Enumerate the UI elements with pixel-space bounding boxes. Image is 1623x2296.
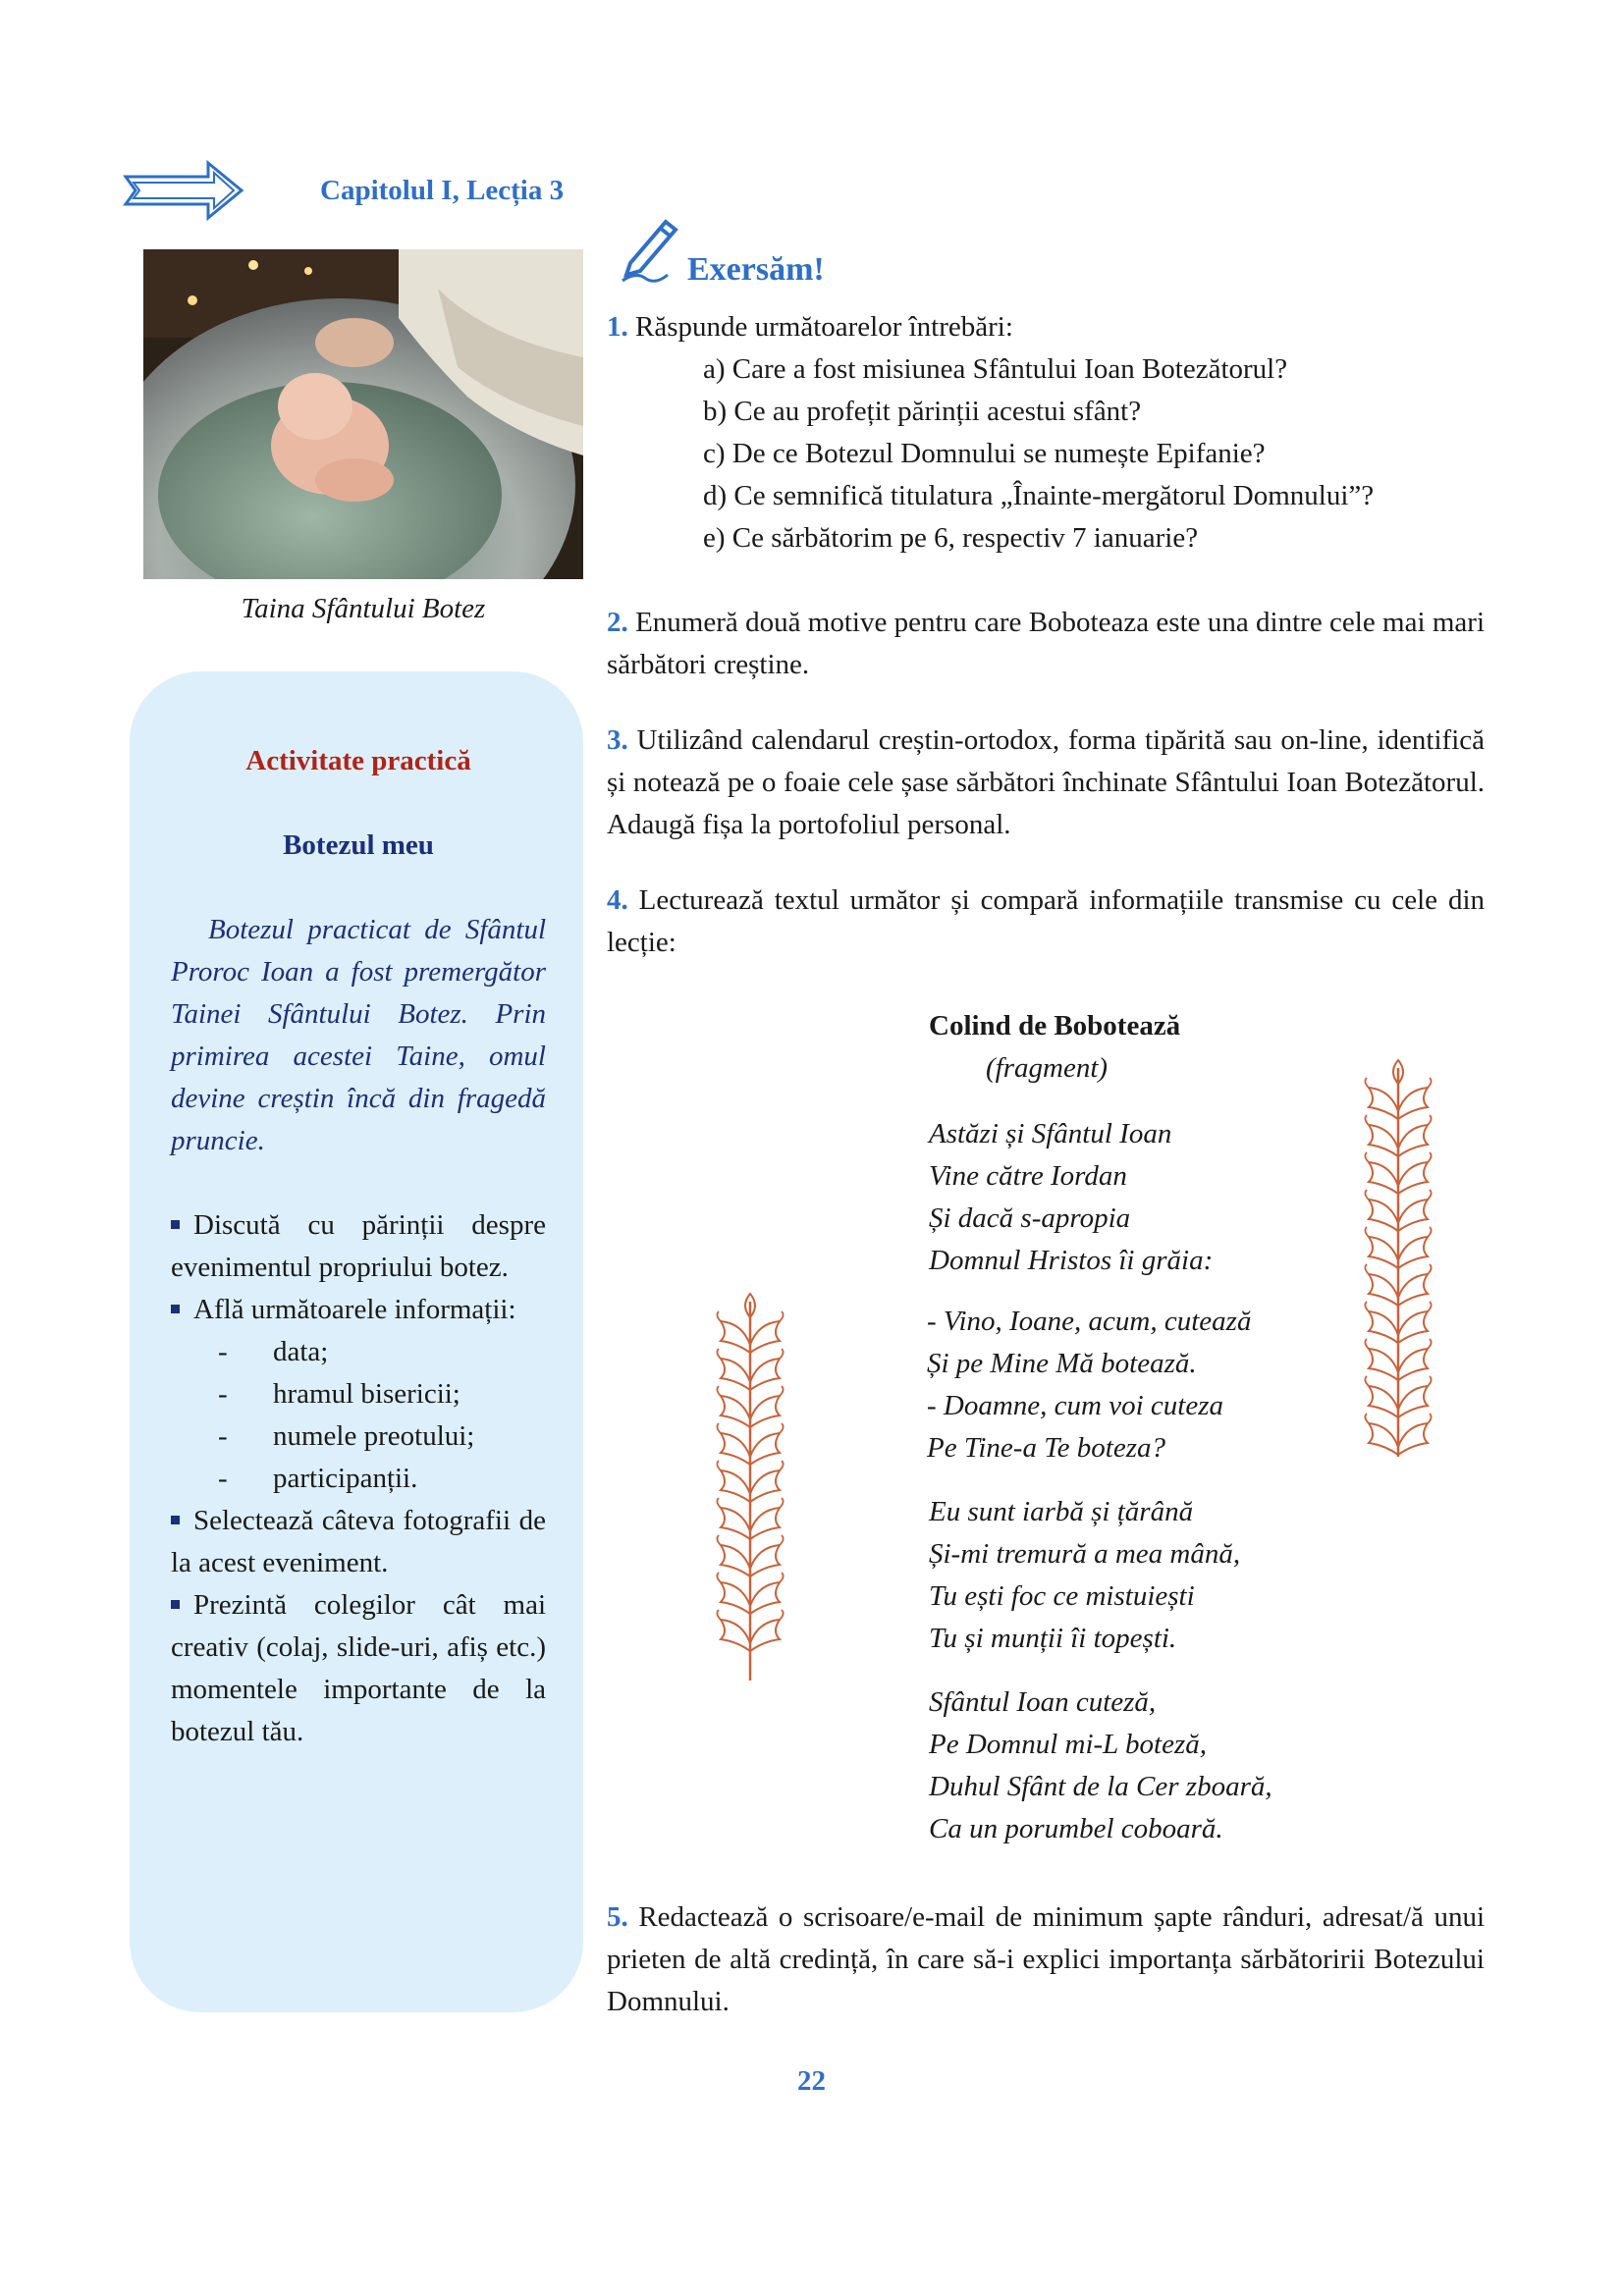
pencil-icon <box>617 214 687 285</box>
activity-intro: Botezul practicat de Sfântul Proroc Ioan a fost premergător Tainei Sfântului Botez. Prin primirea acestei Taine, omul devine creștin încă din fragedă pruncie. <box>171 914 546 1156</box>
question-4: 4. Lecturează textul următor și compară informațiile transmise cu cele din lecție: <box>607 884 1486 958</box>
list-item: Află următoarele informații: <box>171 1289 546 1331</box>
question-1-items <box>703 348 1374 560</box>
question-5: 5. Redactează o scrisoare/e-mail de minimum șapte rânduri, adresat/ă unui prieten de altă credință, în care să-i explici importanța sărbătoririi Botezului Domnului. <box>607 1901 1486 2017</box>
list-item: a) Care a fost misiunea Sfântului Ioan Botezătorul? <box>703 353 1288 385</box>
ornament-left <box>711 1292 789 1684</box>
poem <box>929 1005 1272 1850</box>
bullet-icon <box>171 1600 180 1609</box>
list-item: Discută cu părinții despre evenimentul propriului botez. <box>171 1209 546 1283</box>
list-item: - numele preotului; <box>218 1420 475 1452</box>
exercises-title: Exersăm! <box>687 251 825 288</box>
ornament-right <box>1359 1058 1437 1461</box>
bullet-icon <box>171 1305 180 1313</box>
list-item: - hramul bisericii; <box>218 1378 460 1410</box>
list-item: c) De ce Botezul Domnului se numește Epifanie? <box>703 438 1266 469</box>
list-item: d) Ce semnifică titulatura „Înainte-mergătorul Domnului”? <box>703 480 1375 511</box>
poem-stanza: - Vino, Ioane, acum, cutează Și pe Mine Mă botează. - Doamne, cum voi cuteza Pe Tine-a Te boteza? <box>927 1306 1252 1464</box>
bullet-icon <box>171 1516 180 1524</box>
practical-activity-box <box>130 671 583 2012</box>
list-item: Selectează câteva fotografii de la acest eveniment. <box>171 1505 546 1578</box>
photo-caption: Taina Sfântului Botez <box>241 593 486 624</box>
poem-title: Colind de Bobotează <box>929 1010 1181 1041</box>
poem-stanza: Astăzi și Sfântul Ioan Vine către Iordan Și dacă s-apropia Domnul Hristos îi grăia: <box>929 1118 1214 1276</box>
list-item: b) Ce au profețit părinții acestui sfânt? <box>703 396 1142 427</box>
page-number: 22 <box>797 2065 826 2097</box>
question-3: 3. Utilizând calendarul creștin-ortodox, forma tipărită sau on-line, identifică și notează pe o foaie cele șase sărbători închinate Sfântului Ioan Botezătorul. Adaugă fișa la portofoliul personal. <box>607 724 1485 840</box>
baptism-photo <box>143 249 583 579</box>
poem-subtitle: (fragment) <box>986 1052 1109 1084</box>
poem-stanza: Sfântul Ioan cuteză, Pe Domnul mi-L boteză, Duhul Sfânt de la Cer zboară, Ca un porumbel coboară. <box>929 1686 1272 1844</box>
list-item: - participanții. <box>218 1463 418 1494</box>
question-2: 2. Enumeră două motive pentru care Boboteaza este una dintre cele mai mari sărbători creștine. <box>607 607 1486 680</box>
activity-subtitle: Botezul meu <box>283 829 434 861</box>
list-item: e) Ce sărbătorim pe 6, respectiv 7 ianuarie? <box>703 522 1199 554</box>
chapter-title: Capitolul I, Lecția 3 <box>320 175 565 206</box>
poem-stanza: Eu sunt iarbă și țărână Și-mi tremură a mea mână, Tu ești foc ce mistuiești Tu și munții îi topești. <box>929 1496 1241 1654</box>
bullet-icon <box>171 1220 180 1229</box>
activity-title: Activitate practică <box>245 745 471 776</box>
list-item: Prezintă colegilor cât mai creativ (colaj, slide-uri, afiș etc.) momentele importante de la botezul tău. <box>171 1589 546 1747</box>
list-item: - data; <box>218 1336 329 1367</box>
activity-list <box>171 1204 546 1753</box>
arrow-icon <box>122 157 247 224</box>
question-1: 1. Răspunde următoarelor întrebări: <box>607 311 1013 343</box>
